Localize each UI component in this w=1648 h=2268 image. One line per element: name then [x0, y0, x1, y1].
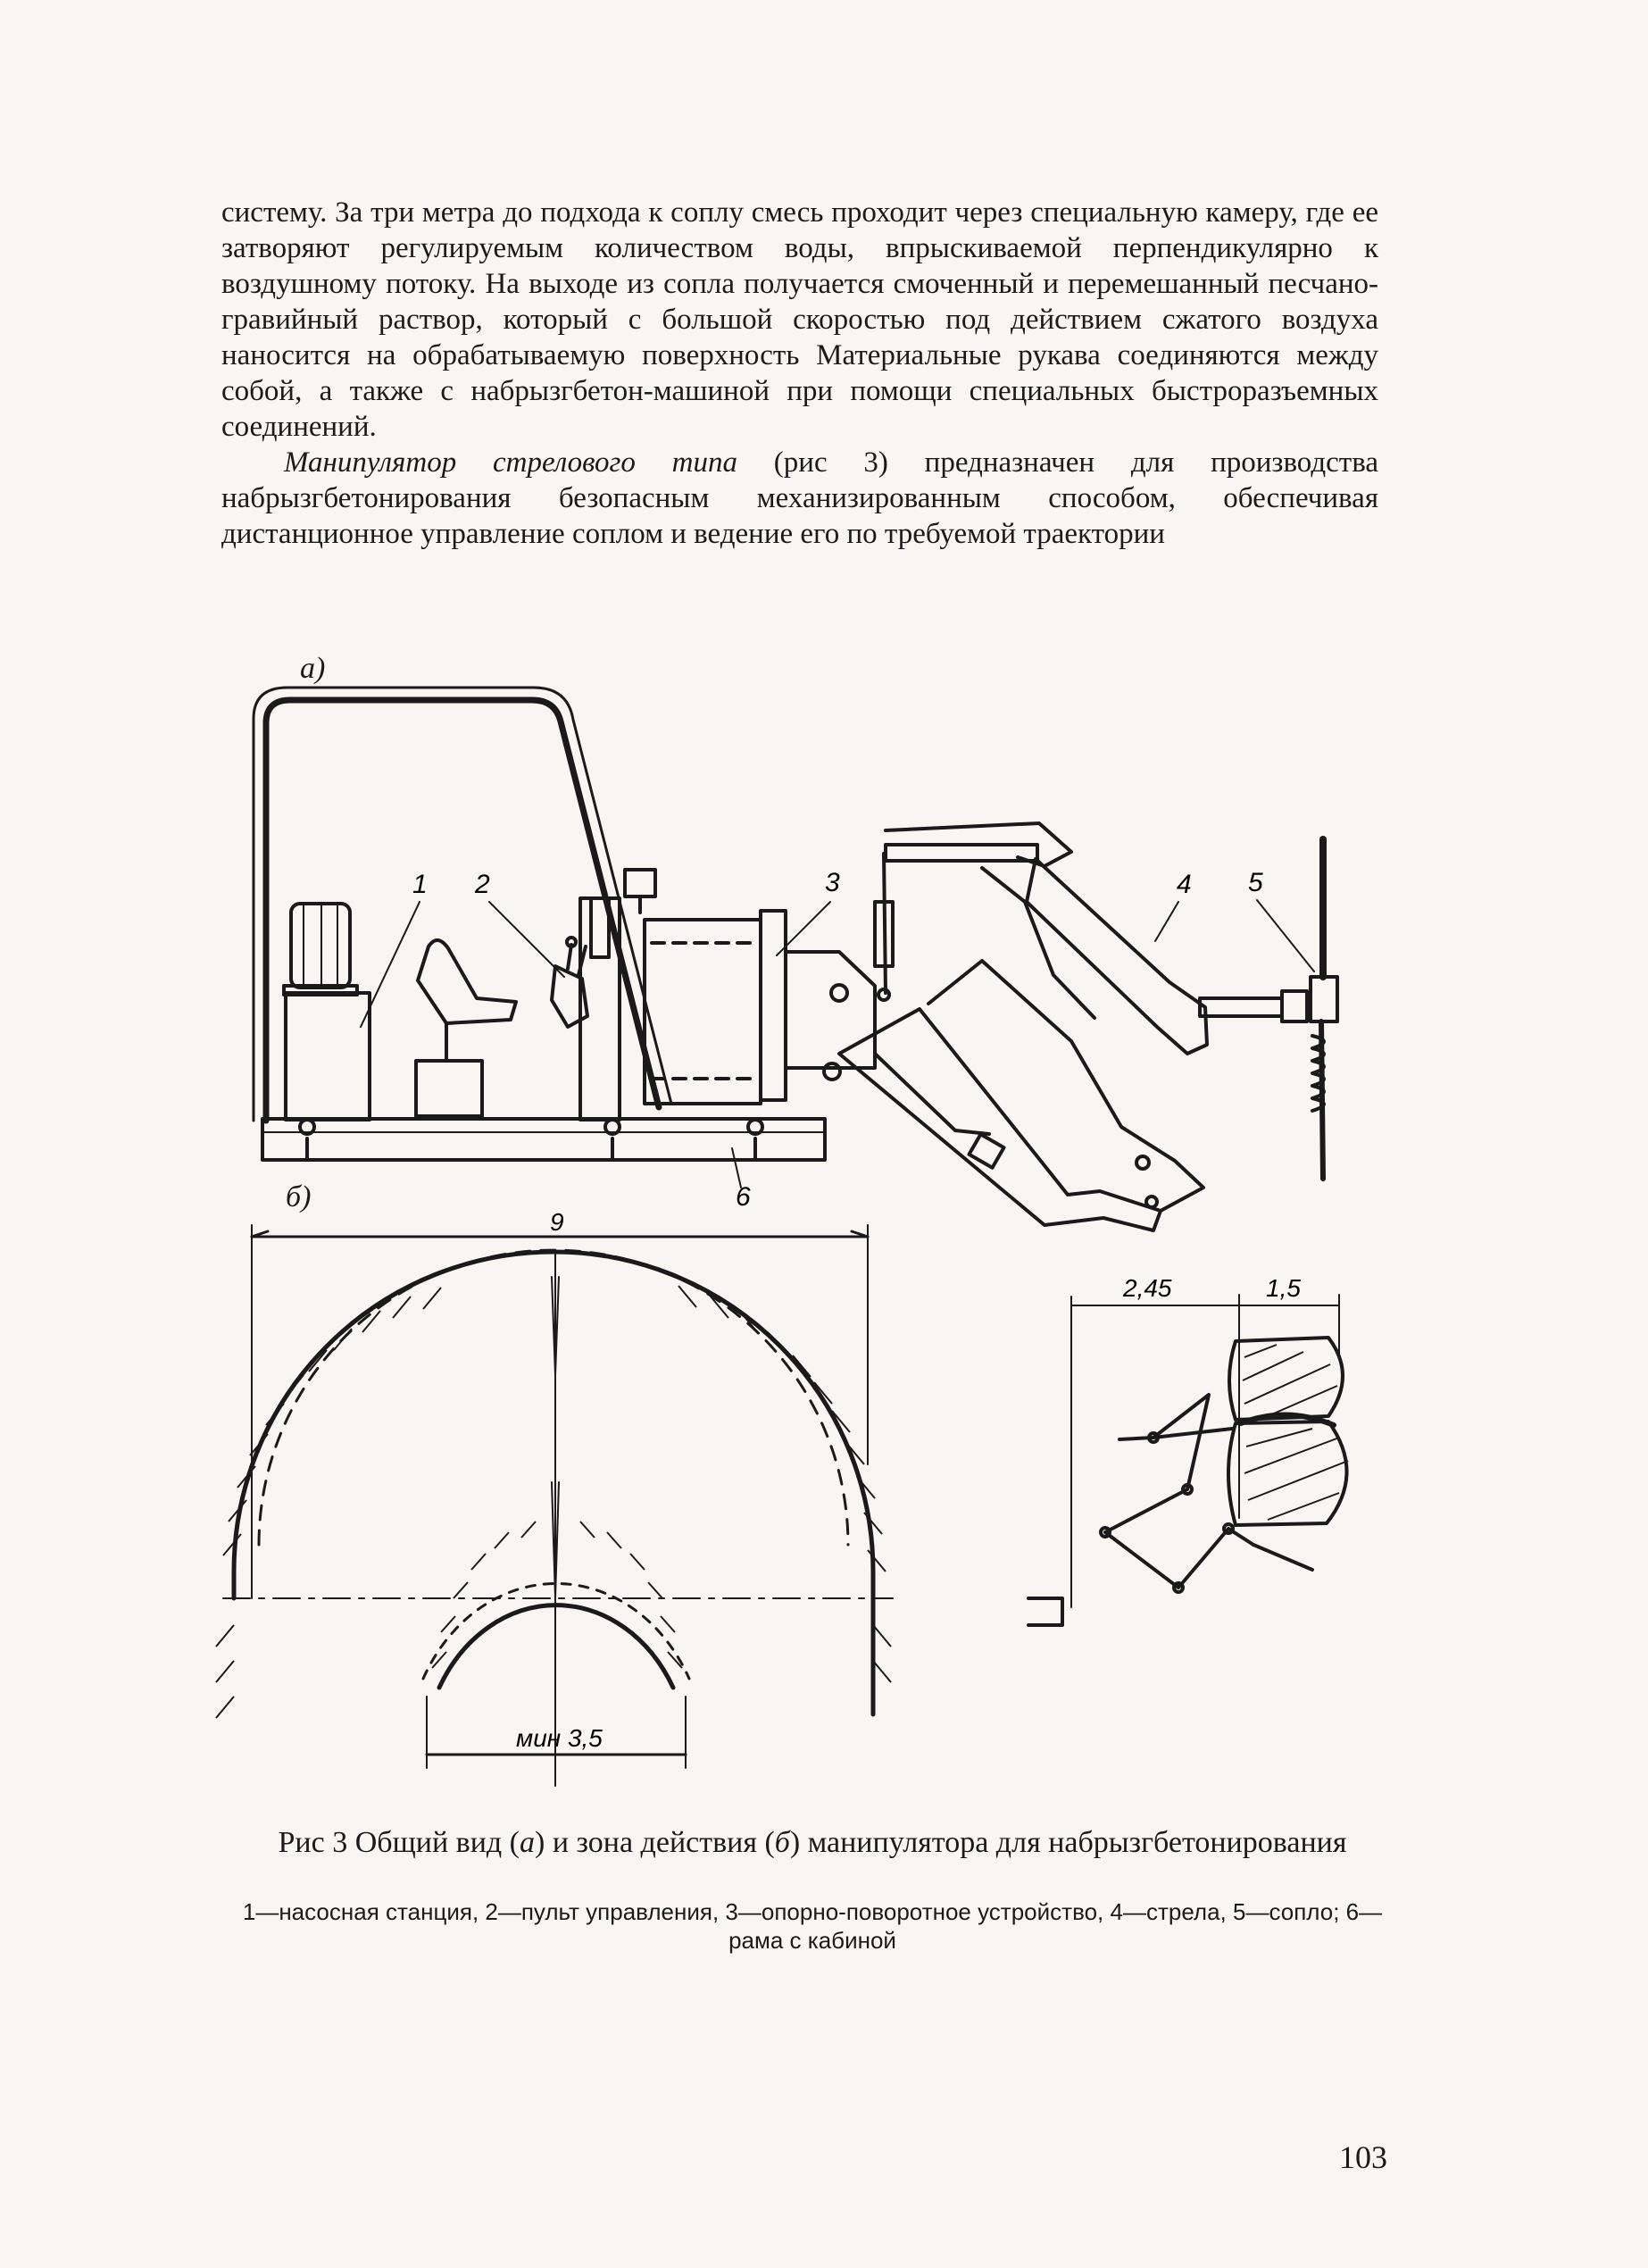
callout-3: 3: [825, 868, 840, 897]
dimension-min-width: мин 3,5: [516, 1724, 603, 1752]
arc-hatching: [216, 1286, 1348, 1718]
figure-caption: [232, 1826, 1393, 1860]
dimension-offset-a: 2,45: [1123, 1274, 1172, 1302]
callout-1: 1: [412, 870, 428, 899]
general-view-drawing: [254, 688, 1337, 1230]
caption-prefix: Рис 3 Общий вид (: [278, 1826, 520, 1859]
dimension-offset-b: 1,5: [1266, 1274, 1301, 1302]
figure-label-a: а): [300, 652, 326, 685]
figure-label-b: б): [286, 1180, 312, 1213]
paragraph-2-term: Манипулятор стрелового типа: [284, 446, 737, 479]
figure-legend: 1—насосная станция, 2—пульт управления, 3—опорно-поворотное устройство, 4—стрела, 5—сопло; 6—рама с кабиной: [242, 1898, 1383, 1954]
zone-of-action-drawing: [223, 1225, 1347, 1786]
caption-mid: ) и зона действия (: [535, 1826, 775, 1859]
dimension-outer-width: 9: [550, 1208, 564, 1236]
callout-2: 2: [475, 870, 490, 899]
caption-suffix: ) манипулятора для набрызгбетонирования: [789, 1826, 1347, 1859]
caption-a: а: [520, 1826, 536, 1859]
callout-5: 5: [1248, 868, 1263, 897]
callout-6: 6: [736, 1182, 751, 1212]
caption-b: б: [774, 1826, 790, 1859]
callout-4: 4: [1177, 870, 1192, 899]
paragraph-1: систему. За три метра до подхода к соплу смесь проходит через специальную камеру, где ее затворяют регулируемым количеством воды, впрыскиваемой перпендикулярно к воздушному потоку. На выходе из сопла получается смоченный и перемешанный песчано-гравийный раствор, который с большой скоростью под действием сжатого воздуха наносится на обрабатываемую поверхность Материальные рукава соединяются между собой, а также с набрызгбетон-машиной при помощи специальных быстроразъемных соединений.: [221, 196, 1378, 443]
page-number: 103: [1339, 2139, 1387, 2175]
paragraph-2-rest: (рис 3) предназначен для производства набрызгбетонирования безопасным механизированным способом, обеспечивая дистанционное управление соплом и ведение его по требуемой траектории: [221, 446, 1379, 550]
